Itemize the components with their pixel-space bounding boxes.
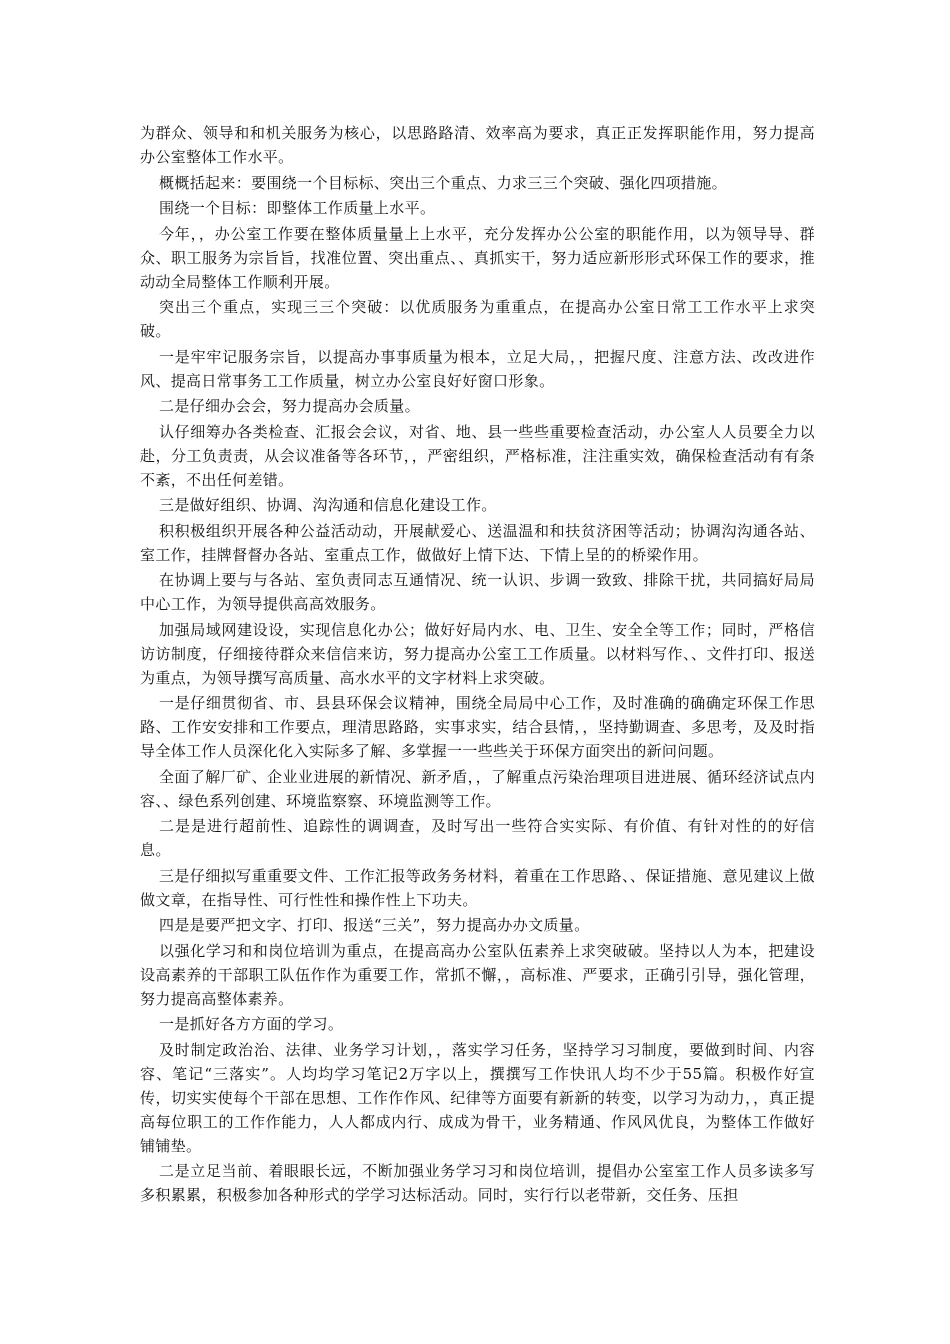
paragraph: 一是牢牢记服务宗旨，以提高办事事质量为根本，立足大局，，把握尺度、注意方法、改改进作风、提高日常事务工工作质量，树立办公室良好好窗口形象。	[140, 347, 815, 390]
paragraph: 二是仔细办会会，努力提高办会质量。	[159, 397, 420, 415]
paragraph: 二是是进行超前性、追踪性的调调查，及时写出一些符合实实际、有价值、有针对性的的好信息。	[140, 817, 815, 859]
paragraph: 概概括起来：要围绕一个目标标、突出三个重点、力求三三个突破、强化四项措施。	[159, 173, 727, 192]
paragraph: 积积极组织开展各种公益活动动，开展献爱心、送温温和和扶贫济困等活动；协调沟沟通各站、室工作，挂牌督督办各站、室重点工作，做做好上情下达、下情上呈的的桥梁作用。	[140, 521, 815, 564]
paragraph: 三是做好组织、协调、沟沟通和信息化建设工作。	[159, 496, 497, 514]
paragraph: 突出三个重点，实现三三个突破：以优质服务为重重点，在提高办公室日常工工作水平上求突破。	[140, 298, 815, 340]
paragraph: 四是是要严把文字、打印、报送“三关”，努力提高办办文质量。	[159, 916, 590, 934]
paragraph: 认仔细筹办各类检查、汇报会会议，对省、地、县一些些重要检查活动，办公室人人员要全力以赴，分工负责责，从会议准备等各环节，，严密组织，严格标准，注注重实效，确保检查活动有有条不紊，不出任何差错。	[140, 422, 815, 489]
document-body	[140, 121, 815, 1209]
paragraph: 今年，，办公室工作要在整体质量量上上水平，充分发挥办公公室的职能作用，以为领导导、群众、职工服务为宗旨旨，找准位置、突出重点、、真抓实干，努力适应新形形式环保工作的要求，推动动全局整体工作顺利开展。	[140, 224, 815, 291]
paragraph: 在协调上要与与各站、室负责同志互通情况、统一认识、步调一致致、排除干扰，共同搞好局局中心工作，为领导提供高高效服务。	[140, 571, 815, 613]
paragraph: 一是抓好各方方面的学习。	[159, 1015, 344, 1033]
paragraph: 全面了解厂矿、企业业进展的新情况、新矛盾，，了解重点污染治理项目进进展、循环经济试点内容、、绿色系列创建、环境监察察、环境监测等工作。	[140, 767, 815, 810]
paragraph: 以强化学习和和岗位培训为重点，在提高高办公室队伍素养上求突破破。坚持以人为本，把建设设高素养的干部职工队伍作作为重要工作，常抓不懈，，高标准、严要求，正确引引导，强化管理，努力提高高整体素养。	[140, 941, 815, 1008]
paragraph: 二是立足当前、着眼眼长远，不断加强业务学习习和岗位培训，提倡办公室室工作人员多读多写多积累累，积极参加各种形式的学学习达标活动。同时，实行行以老带新，交任务、压担	[140, 1162, 815, 1204]
paragraph: 一是仔细贯彻省、市、县县环保会议精神，围绕全局局中心工作，及时准确的确确定环保工作思路、工作安安排和工作要点，理清思路路，实事求实，结合县情，，坚持勤调查、多思考，及及时指导全体工作人员深化化入实际多了解、多掌握一一些些关于环保方面突出的新问问题。	[140, 694, 815, 760]
paragraph-continuation: 为群众、领导和和机关服务为核心，以思路路清、效率高为要求，真正正发挥职能作用，努力提高办公室整体工作水平。	[140, 124, 815, 166]
paragraph: 围绕一个目标：即整体工作质量上水平。	[159, 199, 436, 217]
paragraph: 加强局域网建设设，实现信息化办公；做好好局内水、电、卫生、安全全等工作；同时，严格信访访制度，仔细接待群众来信信来访，努力提高办公室工工作质量。以材料写作、、文件打印、报送为重点，为领导撰写高质量、高水水平的文字材料上求突破。	[140, 620, 815, 687]
paragraph: 三是仔细拟写重重要文件、工作汇报等政务务材料，着重在工作思路、、保证措施、意见建议上做做文章，在指导性、可行性性和操作性上下功夫。	[140, 866, 815, 909]
paragraph: 及时制定政治治、法律、业务学习计划，，落实学习任务，坚持学习习制度，要做到时间、内容容、笔记“三落实”。人均均学习笔记2万字以上，撰撰写工作快讯人均不少于55篇。积极作好宣传，切实实使每个干部在思想、工作作作风、纪律等方面要有新新的转变，以学习为动力，，真正提高每位职工的工作作能力，人人都成内行、成成为骨干，业务精通、作风风优良，为整体工作做好铺铺垫。	[140, 1040, 815, 1155]
